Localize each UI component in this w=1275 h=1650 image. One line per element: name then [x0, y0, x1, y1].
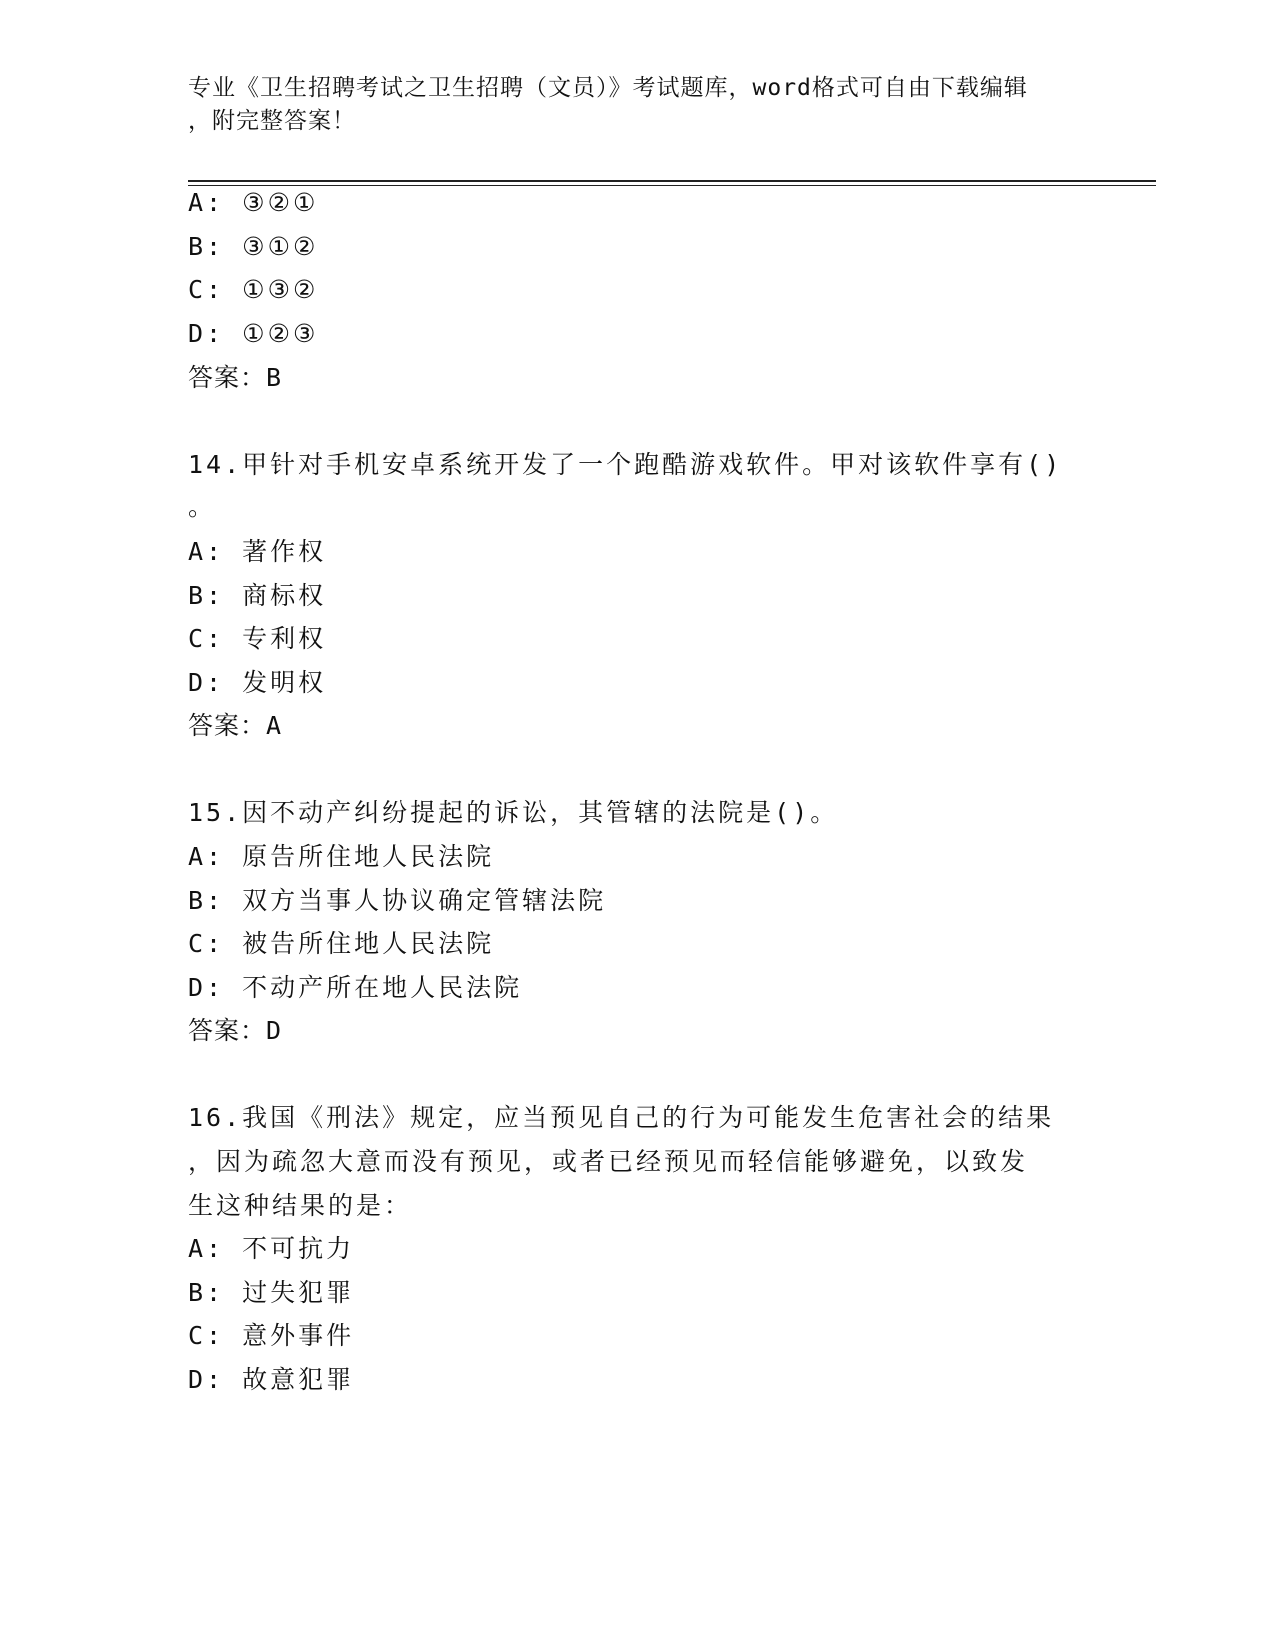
q15-question-line-1: 15.因不动产纠纷提起的诉讼，其管辖的法院是()。 [188, 798, 839, 827]
q16-question-line-1: 16.我国《刑法》规定，应当预见自己的行为可能发生危害社会的结果 [188, 1103, 1055, 1132]
q13-answer: 答案：B [188, 363, 283, 392]
q16-option-a: A: 不可抗力 [188, 1234, 355, 1263]
header-rule-thin [188, 185, 1156, 186]
q14-option-d: D: 发明权 [188, 668, 327, 697]
q15-option-b: B: 双方当事人协议确定管辖法院 [188, 886, 607, 915]
q16-option-d: D: 故意犯罪 [188, 1365, 355, 1394]
q15-answer: 答案：D [188, 1016, 283, 1045]
header-line-2: ，附完整答案！ [188, 108, 356, 134]
q16-question-line-3: 生这种结果的是： [188, 1191, 413, 1220]
q16-option-c: C: 意外事件 [188, 1321, 355, 1350]
q13-option-d: D: ①②③ [188, 319, 319, 348]
q16-question-line-2: ，因为疏忽大意而没有预见，或者已经预见而轻信能够避免，以致发 [188, 1147, 1029, 1176]
page-header [188, 72, 1068, 138]
q14-answer: 答案：A [188, 711, 283, 740]
q14-question-line-1: 14.甲针对手机安卓系统开发了一个跑酷游戏软件。甲对该软件享有() [188, 450, 1063, 479]
q14-option-a: A: 著作权 [188, 537, 327, 566]
q15-option-d: D: 不动产所在地人民法院 [188, 973, 523, 1002]
q13-option-a: A: ③②① [188, 188, 319, 217]
q13-option-b: B: ③①② [188, 232, 319, 261]
q13-option-c: C: ①③② [188, 275, 319, 304]
header-rule-thick [188, 180, 1156, 182]
q14-option-c: C: 专利权 [188, 624, 327, 653]
q16-option-b: B: 过失犯罪 [188, 1278, 355, 1307]
header-line-1: 专业《卫生招聘考试之卫生招聘（文员）》考试题库，word格式可自由下载编辑 [188, 75, 1028, 101]
q14-option-b: B: 商标权 [188, 581, 327, 610]
q15-option-a: A: 原告所住地人民法院 [188, 842, 495, 871]
q15-option-c: C: 被告所住地人民法院 [188, 929, 495, 958]
q14-question-line-2: 。 [188, 492, 217, 521]
